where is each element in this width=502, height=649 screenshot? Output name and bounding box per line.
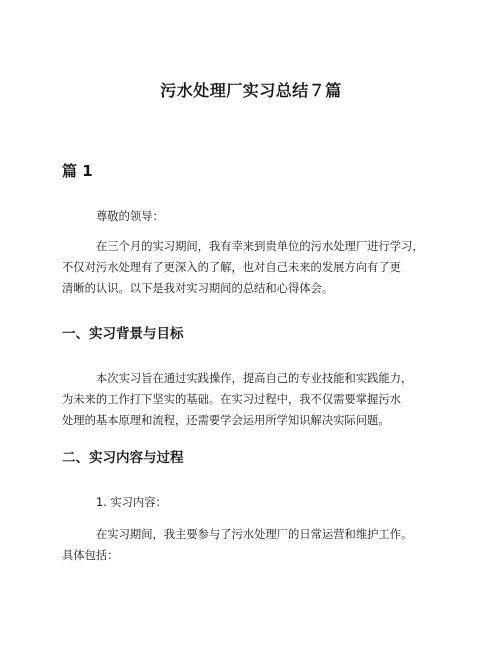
background-line: 为未来的工作打下坚实的基础。在实习过程中，我不仅需要掌握污水 bbox=[62, 393, 401, 406]
heading-content-process: 二、实习内容与过程 bbox=[62, 450, 184, 466]
document-title: 污水处理厂实习总结７篇 bbox=[160, 81, 342, 100]
heading-background-goals: 一、实习背景与目标 bbox=[62, 326, 184, 342]
item-paragraph bbox=[62, 492, 452, 513]
content-line: 具体包括： bbox=[62, 549, 119, 562]
salutation-paragraph bbox=[62, 206, 452, 227]
section-heading: 篇 1 bbox=[62, 162, 93, 180]
salutation-text: 尊敬的领导： bbox=[96, 210, 164, 223]
intro-line: 在三个月的实习期间，我有幸来到贵单位的污水处理厂进行学习， bbox=[96, 240, 424, 253]
intro-line: 清晰的认识。以下是我对实习期间的总结和心得体会。 bbox=[62, 282, 334, 295]
intro-line: 不仅对污水处理有了更深入的了解，也对自己未来的发展方向有了更 bbox=[62, 261, 401, 274]
content-paragraph bbox=[62, 524, 452, 566]
background-paragraph bbox=[62, 368, 452, 431]
background-line: 本次实习旨在通过实践操作，提高自己的专业技能和实践能力， bbox=[96, 372, 413, 385]
content-line: 在实习期间，我主要参与了污水处理厂的日常运营和维护工作。 bbox=[96, 528, 413, 541]
background-line: 处理的基本原理和流程，还需要学会运用所学知识解决实际问题。 bbox=[62, 414, 390, 427]
intro-paragraph bbox=[62, 236, 452, 299]
item-1-label: 1. 实习内容： bbox=[96, 496, 167, 509]
